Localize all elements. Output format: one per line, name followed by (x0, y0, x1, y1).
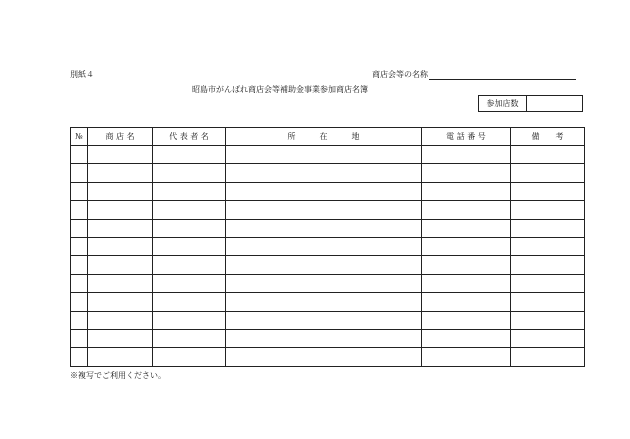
cell-number[interactable] (71, 330, 88, 348)
cell-number[interactable] (71, 182, 88, 200)
footnote: ※複写でご利用ください。 (70, 371, 166, 380)
cell-phone[interactable] (422, 293, 511, 311)
column-header-representative: 代 表 者 名 (153, 128, 226, 146)
cell-phone[interactable] (422, 219, 511, 237)
cell-store-name[interactable] (88, 182, 153, 200)
cell-address[interactable] (226, 293, 422, 311)
cell-remarks[interactable] (511, 219, 585, 237)
cell-number[interactable] (71, 238, 88, 256)
cell-representative[interactable] (153, 238, 226, 256)
cell-address[interactable] (226, 201, 422, 219)
cell-representative[interactable] (153, 182, 226, 200)
table-row (71, 238, 585, 256)
table-body (71, 146, 585, 367)
cell-representative[interactable] (153, 219, 226, 237)
cell-store-name[interactable] (88, 164, 153, 182)
cell-representative[interactable] (153, 348, 226, 367)
cell-phone[interactable] (422, 274, 511, 292)
cell-store-name[interactable] (88, 146, 153, 164)
store-list-table (70, 127, 585, 367)
cell-remarks[interactable] (511, 348, 585, 367)
table-row (71, 219, 585, 237)
cell-store-name[interactable] (88, 293, 153, 311)
cell-representative[interactable] (153, 274, 226, 292)
cell-number[interactable] (71, 219, 88, 237)
table-row (71, 146, 585, 164)
association-name-underline (429, 79, 576, 80)
cell-store-name[interactable] (88, 330, 153, 348)
cell-remarks[interactable] (511, 146, 585, 164)
cell-number[interactable] (71, 293, 88, 311)
cell-phone[interactable] (422, 201, 511, 219)
association-name-field[interactable] (372, 70, 576, 80)
cell-store-name[interactable] (88, 238, 153, 256)
cell-phone[interactable] (422, 348, 511, 367)
column-header-store-name: 商 店 名 (88, 128, 153, 146)
cell-address[interactable] (226, 274, 422, 292)
table-row (71, 311, 585, 329)
cell-store-name[interactable] (88, 311, 153, 329)
cell-number[interactable] (71, 311, 88, 329)
cell-phone[interactable] (422, 256, 511, 274)
participant-count-field[interactable] (527, 96, 582, 111)
participant-count-label: 参加店数 (479, 96, 527, 111)
cell-remarks[interactable] (511, 330, 585, 348)
cell-number[interactable] (71, 274, 88, 292)
cell-number[interactable] (71, 348, 88, 367)
cell-store-name[interactable] (88, 274, 153, 292)
cell-phone[interactable] (422, 164, 511, 182)
attachment-label: 別紙４ (70, 70, 94, 79)
cell-store-name[interactable] (88, 256, 153, 274)
cell-address[interactable] (226, 146, 422, 164)
participant-count-box (478, 95, 583, 112)
cell-phone[interactable] (422, 146, 511, 164)
table-row (71, 182, 585, 200)
table-row (71, 293, 585, 311)
document-title: 昭島市がんばれ商店会等補助金事業参加商店名簿 (192, 85, 368, 94)
table-row (71, 201, 585, 219)
table-row (71, 256, 585, 274)
cell-address[interactable] (226, 256, 422, 274)
cell-remarks[interactable] (511, 274, 585, 292)
cell-number[interactable] (71, 256, 88, 274)
cell-store-name[interactable] (88, 219, 153, 237)
cell-address[interactable] (226, 182, 422, 200)
column-header-remarks: 備 考 (511, 128, 585, 146)
column-header-address: 所 在 地 (226, 128, 422, 146)
cell-number[interactable] (71, 146, 88, 164)
table-header-row (71, 128, 585, 146)
cell-representative[interactable] (153, 293, 226, 311)
cell-representative[interactable] (153, 311, 226, 329)
cell-store-name[interactable] (88, 348, 153, 367)
cell-store-name[interactable] (88, 201, 153, 219)
cell-address[interactable] (226, 348, 422, 367)
cell-number[interactable] (71, 164, 88, 182)
cell-remarks[interactable] (511, 256, 585, 274)
cell-phone[interactable] (422, 182, 511, 200)
column-header-phone: 電 話 番 号 (422, 128, 511, 146)
cell-remarks[interactable] (511, 293, 585, 311)
cell-phone[interactable] (422, 238, 511, 256)
cell-remarks[interactable] (511, 311, 585, 329)
table-row (71, 330, 585, 348)
cell-remarks[interactable] (511, 164, 585, 182)
cell-address[interactable] (226, 330, 422, 348)
cell-address[interactable] (226, 238, 422, 256)
cell-remarks[interactable] (511, 238, 585, 256)
cell-representative[interactable] (153, 330, 226, 348)
association-name-label: 商店会等の名称 (372, 70, 428, 79)
cell-address[interactable] (226, 219, 422, 237)
cell-representative[interactable] (153, 164, 226, 182)
cell-address[interactable] (226, 164, 422, 182)
cell-remarks[interactable] (511, 201, 585, 219)
cell-representative[interactable] (153, 146, 226, 164)
cell-representative[interactable] (153, 256, 226, 274)
cell-address[interactable] (226, 311, 422, 329)
table-row (71, 348, 585, 367)
cell-phone[interactable] (422, 311, 511, 329)
cell-remarks[interactable] (511, 182, 585, 200)
cell-phone[interactable] (422, 330, 511, 348)
cell-number[interactable] (71, 201, 88, 219)
table-row (71, 164, 585, 182)
cell-representative[interactable] (153, 201, 226, 219)
table-row (71, 274, 585, 292)
column-header-number: № (71, 128, 88, 146)
